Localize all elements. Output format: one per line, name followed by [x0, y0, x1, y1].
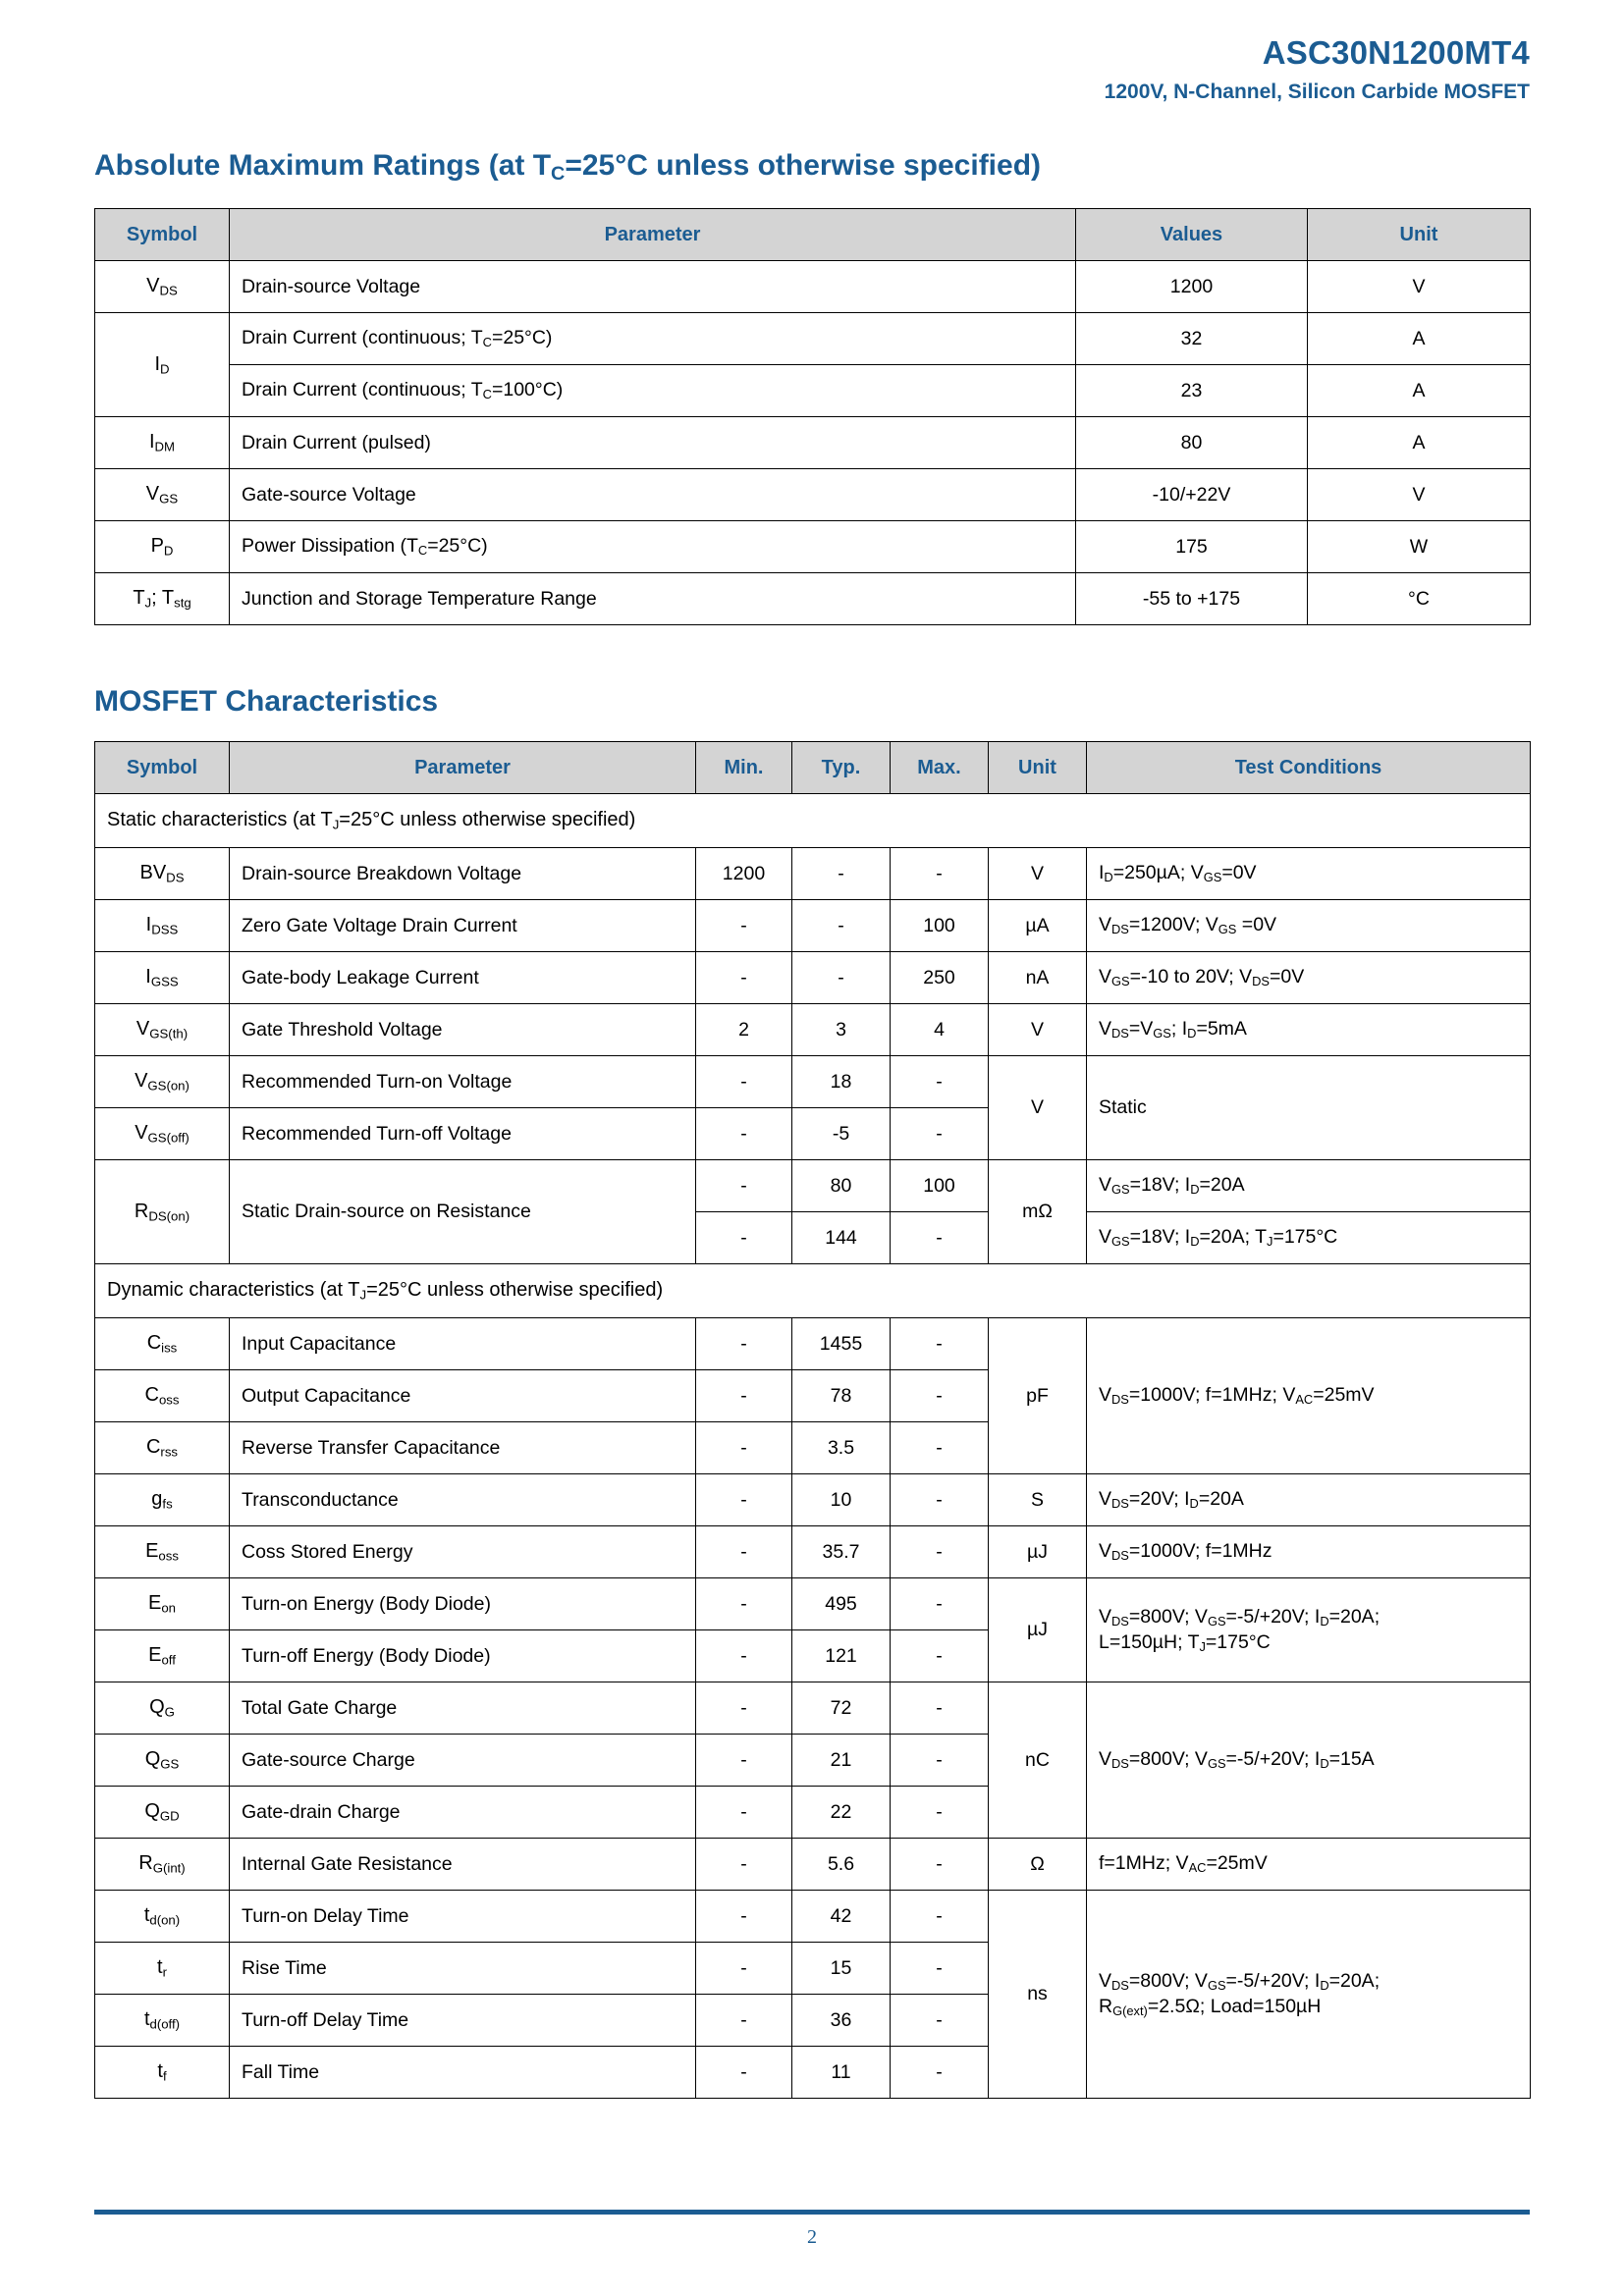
- cell-max: -: [891, 848, 989, 900]
- cell-max: -: [891, 1682, 989, 1735]
- cell-unit: µJ: [989, 1578, 1087, 1682]
- cell-max: -: [891, 1422, 989, 1474]
- cell-typ: 1455: [792, 1318, 891, 1370]
- table-row: [95, 1318, 1531, 1370]
- cell-max: -: [891, 1630, 989, 1682]
- cell-typ: 495: [792, 1578, 891, 1630]
- cell-unit: V: [1308, 261, 1531, 313]
- cell-parameter: Total Gate Charge: [230, 1682, 696, 1735]
- cell-symbol: $E_{off}$: [95, 1630, 230, 1682]
- table-row: [95, 469, 1531, 521]
- col-header-parameter: Parameter: [230, 209, 1076, 261]
- cell-min: -: [696, 1056, 792, 1108]
- cell-max: -: [891, 1056, 989, 1108]
- col-header-parameter: Parameter: [230, 742, 696, 794]
- cell-typ: 11: [792, 2047, 891, 2099]
- cell-parameter: Internal Gate Resistance: [230, 1839, 696, 1891]
- cell-typ: 36: [792, 1995, 891, 2047]
- cell-typ: 21: [792, 1735, 891, 1787]
- cell-symbol: $R_{DS(on)}$: [95, 1160, 230, 1264]
- cell-typ: 72: [792, 1682, 891, 1735]
- cell-max: 4: [891, 1004, 989, 1056]
- cell-value: 23: [1076, 365, 1308, 417]
- cell-max: -: [891, 1735, 989, 1787]
- cell-min: 1200: [696, 848, 792, 900]
- cell-symbol: $t_{d(on)}$: [95, 1891, 230, 1943]
- cell-symbol: $I_{DM}$: [95, 417, 230, 469]
- cell-typ: 22: [792, 1787, 891, 1839]
- cell-max: 250: [891, 952, 989, 1004]
- table-row: [95, 573, 1531, 625]
- cell-max: -: [891, 1891, 989, 1943]
- cell-min: -: [696, 952, 792, 1004]
- absolute-maximum-ratings-body: [95, 261, 1531, 625]
- cell-min: -: [696, 900, 792, 952]
- cell-max: -: [891, 1474, 989, 1526]
- cell-typ: 15: [792, 1943, 891, 1995]
- cell-max: 100: [891, 1160, 989, 1212]
- col-header-symbol: Symbol: [95, 209, 230, 261]
- cell-max: -: [891, 1212, 989, 1264]
- col-header-unit: Unit: [1308, 209, 1531, 261]
- cell-symbol: $I_D$: [95, 313, 230, 417]
- abs-max-heading-before: Absolute Maximum Ratings (at T: [94, 149, 552, 183]
- cell-test-conditions: $V_{DS}=1000V$; f=1MHz: [1087, 1526, 1531, 1578]
- cell-min: -: [696, 1108, 792, 1160]
- table-row: [95, 1474, 1531, 1526]
- cell-symbol: $R_{G(int)}$: [95, 1839, 230, 1891]
- cell-unit: °C: [1308, 573, 1531, 625]
- cell-typ: -: [792, 848, 891, 900]
- cell-typ: -: [792, 952, 891, 1004]
- cell-min: -: [696, 1943, 792, 1995]
- absolute-maximum-ratings-table: [94, 208, 1531, 625]
- mosfet-characteristics-section: [94, 684, 1530, 2099]
- cell-symbol: $Q_G$: [95, 1682, 230, 1735]
- table-row: [95, 261, 1531, 313]
- cell-value: -55 to +175: [1076, 573, 1308, 625]
- cell-max: -: [891, 2047, 989, 2099]
- abs-max-heading-sub: C: [551, 163, 566, 186]
- cell-parameter: Input Capacitance: [230, 1318, 696, 1370]
- cell-typ: 3.5: [792, 1422, 891, 1474]
- cell-test-conditions: $V_{GS}=18V$; $I_D=20A$: [1087, 1160, 1531, 1212]
- cell-unit: V: [989, 1056, 1087, 1160]
- cell-typ: 3: [792, 1004, 891, 1056]
- cell-unit: A: [1308, 313, 1531, 365]
- cell-parameter: Reverse Transfer Capacitance: [230, 1422, 696, 1474]
- cell-symbol: $I_{DSS}$: [95, 900, 230, 952]
- cell-parameter: Fall Time: [230, 2047, 696, 2099]
- cell-max: -: [891, 1995, 989, 2047]
- cell-max: -: [891, 1318, 989, 1370]
- cell-typ: 80: [792, 1160, 891, 1212]
- abs-max-heading-after: =25°C unless otherwise specified): [565, 149, 1042, 183]
- document-header: [94, 0, 1530, 103]
- cell-min: 2: [696, 1004, 792, 1056]
- cell-unit: V: [989, 1004, 1087, 1056]
- col-header-max: Max.: [891, 742, 989, 794]
- cell-test-conditions: $V_{DS}=800V$; $V_{GS}=-5/+20V$; $I_D=15A$: [1087, 1682, 1531, 1839]
- cell-symbol: $t_r$: [95, 1943, 230, 1995]
- cell-typ: -: [792, 900, 891, 952]
- cell-min: -: [696, 1630, 792, 1682]
- cell-min: -: [696, 1160, 792, 1212]
- table-row: [95, 1004, 1531, 1056]
- col-header-values: Values: [1076, 209, 1308, 261]
- cell-parameter: Gate-drain Charge: [230, 1787, 696, 1839]
- cell-min: -: [696, 1839, 792, 1891]
- mosfet-characteristics-table: [94, 741, 1531, 2099]
- table-row: [95, 952, 1531, 1004]
- cell-max: -: [891, 1839, 989, 1891]
- cell-parameter: Gate-source Charge: [230, 1735, 696, 1787]
- cell-typ: 5.6: [792, 1839, 891, 1891]
- col-header-min: Min.: [696, 742, 792, 794]
- cell-value: 80: [1076, 417, 1308, 469]
- cell-symbol: $g_{fs}$: [95, 1474, 230, 1526]
- cell-typ: 121: [792, 1630, 891, 1682]
- cell-parameter: Output Capacitance: [230, 1370, 696, 1422]
- group-label: Static characteristics (at $T_J=25^\circ C$ unless otherwise specified): [95, 794, 1531, 848]
- cell-min: -: [696, 1578, 792, 1630]
- cell-min: -: [696, 1318, 792, 1370]
- cell-unit: µA: [989, 900, 1087, 952]
- cell-typ: 18: [792, 1056, 891, 1108]
- col-header-test-conditions: Test Conditions: [1087, 742, 1531, 794]
- group-row-dynamic: [95, 1264, 1531, 1318]
- cell-max: -: [891, 1526, 989, 1578]
- cell-symbol: $E_{oss}$: [95, 1526, 230, 1578]
- cell-symbol: $E_{on}$: [95, 1578, 230, 1630]
- mosfet-characteristics-body: [95, 794, 1531, 2099]
- cell-symbol: $t_f$: [95, 2047, 230, 2099]
- table-row: [95, 1839, 1531, 1891]
- cell-unit: A: [1308, 417, 1531, 469]
- cell-symbol: $C_{rss}$: [95, 1422, 230, 1474]
- cell-parameter: Rise Time: [230, 1943, 696, 1995]
- cell-max: -: [891, 1943, 989, 1995]
- table-row: [95, 365, 1531, 417]
- col-header-unit: Unit: [989, 742, 1087, 794]
- cell-test-conditions: $V_{GS}=18V$; $I_D=20A$; $T_J=175^\circ C$: [1087, 1212, 1531, 1264]
- cell-test-conditions: Static: [1087, 1056, 1531, 1160]
- cell-test-conditions: $V_{DS}=1000V$; f=1MHz; $V_{AC}=25mV$: [1087, 1318, 1531, 1474]
- cell-parameter: Drain-source Breakdown Voltage: [230, 848, 696, 900]
- table-row: [95, 1160, 1531, 1212]
- cell-symbol: $t_{d(off)}$: [95, 1995, 230, 2047]
- cell-min: -: [696, 1422, 792, 1474]
- cell-max: -: [891, 1787, 989, 1839]
- cell-typ: 78: [792, 1370, 891, 1422]
- cell-test-conditions: $I_D=250\mu A$; $V_{GS}=0V$: [1087, 848, 1531, 900]
- cell-symbol: $T_J$; $T_{stg}$: [95, 573, 230, 625]
- page-footer: [94, 2210, 1530, 2249]
- cell-symbol: $V_{GS(th)}$: [95, 1004, 230, 1056]
- cell-parameter: Turn-on Energy (Body Diode): [230, 1578, 696, 1630]
- cell-typ: -5: [792, 1108, 891, 1160]
- cell-test-conditions: $V_{GS}=-10$ to 20V; $V_{DS}=0V$: [1087, 952, 1531, 1004]
- cell-parameter: Junction and Storage Temperature Range: [230, 573, 1076, 625]
- cell-parameter: Zero Gate Voltage Drain Current: [230, 900, 696, 952]
- group-row-static: [95, 794, 1531, 848]
- cell-unit: A: [1308, 365, 1531, 417]
- table-row: [95, 521, 1531, 573]
- cell-parameter: Recommended Turn-off Voltage: [230, 1108, 696, 1160]
- cell-unit: Ω: [989, 1839, 1087, 1891]
- cell-unit: nA: [989, 952, 1087, 1004]
- cell-unit: W: [1308, 521, 1531, 573]
- cell-value: -10/+22V: [1076, 469, 1308, 521]
- footer-divider: [94, 2210, 1530, 2215]
- table-header-row: [95, 742, 1531, 794]
- cell-unit: S: [989, 1474, 1087, 1526]
- cell-parameter: Gate-body Leakage Current: [230, 952, 696, 1004]
- col-header-symbol: Symbol: [95, 742, 230, 794]
- cell-symbol: $I_{GSS}$: [95, 952, 230, 1004]
- cell-parameter: Gate Threshold Voltage: [230, 1004, 696, 1056]
- cell-unit: mΩ: [989, 1160, 1087, 1264]
- part-number-title: ASC30N1200MT4: [1262, 34, 1530, 71]
- cell-typ: 42: [792, 1891, 891, 1943]
- cell-min: -: [696, 2047, 792, 2099]
- group-label: Dynamic characteristics (at $T_J=25^\circ C$ unless otherwise specified): [95, 1264, 1531, 1318]
- col-header-typ: Typ.: [792, 742, 891, 794]
- cell-min: -: [696, 1474, 792, 1526]
- cell-symbol: $V_{DS}$: [95, 261, 230, 313]
- cell-test-conditions: $V_{DS}=V_{GS}$; $I_D=5mA$: [1087, 1004, 1531, 1056]
- cell-parameter: Power Dissipation $(T_C=25^\circ C)$: [230, 521, 1076, 573]
- cell-value: 32: [1076, 313, 1308, 365]
- cell-parameter: Transconductance: [230, 1474, 696, 1526]
- cell-unit: V: [989, 848, 1087, 900]
- cell-test-conditions: $V_{DS}=800V$; $V_{GS}=-5/+20V$; $I_D=20A$; $R_{G(ext)}=2.5\Omega$; Load=150µH: [1087, 1891, 1531, 2099]
- table-row: [95, 900, 1531, 952]
- table-row: [95, 1056, 1531, 1108]
- cell-symbol: $V_{GS(off)}$: [95, 1108, 230, 1160]
- cell-symbol: $Q_{GD}$: [95, 1787, 230, 1839]
- cell-symbol: $Q_{GS}$: [95, 1735, 230, 1787]
- cell-test-conditions: $V_{DS}=20V$; $I_D=20A$: [1087, 1474, 1531, 1526]
- table-header-row: [95, 209, 1531, 261]
- cell-typ: 144: [792, 1212, 891, 1264]
- cell-max: -: [891, 1578, 989, 1630]
- cell-parameter: Gate-source Voltage: [230, 469, 1076, 521]
- cell-symbol: $V_{GS}$: [95, 469, 230, 521]
- cell-unit: V: [1308, 469, 1531, 521]
- cell-min: -: [696, 1370, 792, 1422]
- cell-symbol: $P_D$: [95, 521, 230, 573]
- cell-parameter: Coss Stored Energy: [230, 1526, 696, 1578]
- cell-min: -: [696, 1787, 792, 1839]
- cell-typ: 35.7: [792, 1526, 891, 1578]
- table-row: [95, 1891, 1531, 1943]
- cell-unit: ns: [989, 1891, 1087, 2099]
- cell-value: 1200: [1076, 261, 1308, 313]
- cell-max: -: [891, 1108, 989, 1160]
- cell-value: 175: [1076, 521, 1308, 573]
- cell-typ: 10: [792, 1474, 891, 1526]
- cell-test-conditions: f=1MHz; $V_{AC}=25mV$: [1087, 1839, 1531, 1891]
- table-row: [95, 417, 1531, 469]
- cell-min: -: [696, 1526, 792, 1578]
- table-row: [95, 1682, 1531, 1735]
- cell-symbol: $C_{oss}$: [95, 1370, 230, 1422]
- mosfet-characteristics-heading: MOSFET Characteristics: [94, 685, 439, 719]
- cell-max: 100: [891, 900, 989, 952]
- page-number: 2: [807, 2226, 817, 2248]
- cell-unit: nC: [989, 1682, 1087, 1839]
- table-row: [95, 848, 1531, 900]
- cell-unit: pF: [989, 1318, 1087, 1474]
- cell-min: -: [696, 1995, 792, 2047]
- cell-parameter: Drain-source Voltage: [230, 261, 1076, 313]
- cell-parameter: Turn-off Delay Time: [230, 1995, 696, 2047]
- cell-parameter: Drain Current (continuous; $T_C=25^\circ C$): [230, 313, 1076, 365]
- cell-min: -: [696, 1735, 792, 1787]
- abs-max-heading: [94, 148, 1530, 187]
- cell-parameter: Turn-on Delay Time: [230, 1891, 696, 1943]
- table-row: [95, 1526, 1531, 1578]
- cell-min: -: [696, 1682, 792, 1735]
- cell-min: -: [696, 1212, 792, 1264]
- cell-test-conditions: $V_{DS}=1200V$; $V_{GS} =0V$: [1087, 900, 1531, 952]
- cell-symbol: $C_{iss}$: [95, 1318, 230, 1370]
- cell-symbol: $V_{GS(on)}$: [95, 1056, 230, 1108]
- cell-symbol: $BV_{DS}$: [95, 848, 230, 900]
- cell-max: -: [891, 1370, 989, 1422]
- cell-unit: µJ: [989, 1526, 1087, 1578]
- absolute-maximum-ratings-section: [94, 148, 1530, 625]
- cell-parameter: Drain Current (pulsed): [230, 417, 1076, 469]
- cell-parameter: Recommended Turn-on Voltage: [230, 1056, 696, 1108]
- part-description-subtitle: 1200V, N-Channel, Silicon Carbide MOSFET: [1104, 80, 1530, 104]
- cell-parameter: Turn-off Energy (Body Diode): [230, 1630, 696, 1682]
- cell-test-conditions: $V_{DS}=800V$; $V_{GS}=-5/+20V$; $I_D=20A$; L=150µH; $T_J=175^\circ C$: [1087, 1578, 1531, 1682]
- table-row: [95, 1578, 1531, 1630]
- table-row: [95, 313, 1531, 365]
- cell-min: -: [696, 1891, 792, 1943]
- cell-parameter: Static Drain-source on Resistance: [230, 1160, 696, 1264]
- cell-parameter: Drain Current (continuous; $T_C=100^\circ C$): [230, 365, 1076, 417]
